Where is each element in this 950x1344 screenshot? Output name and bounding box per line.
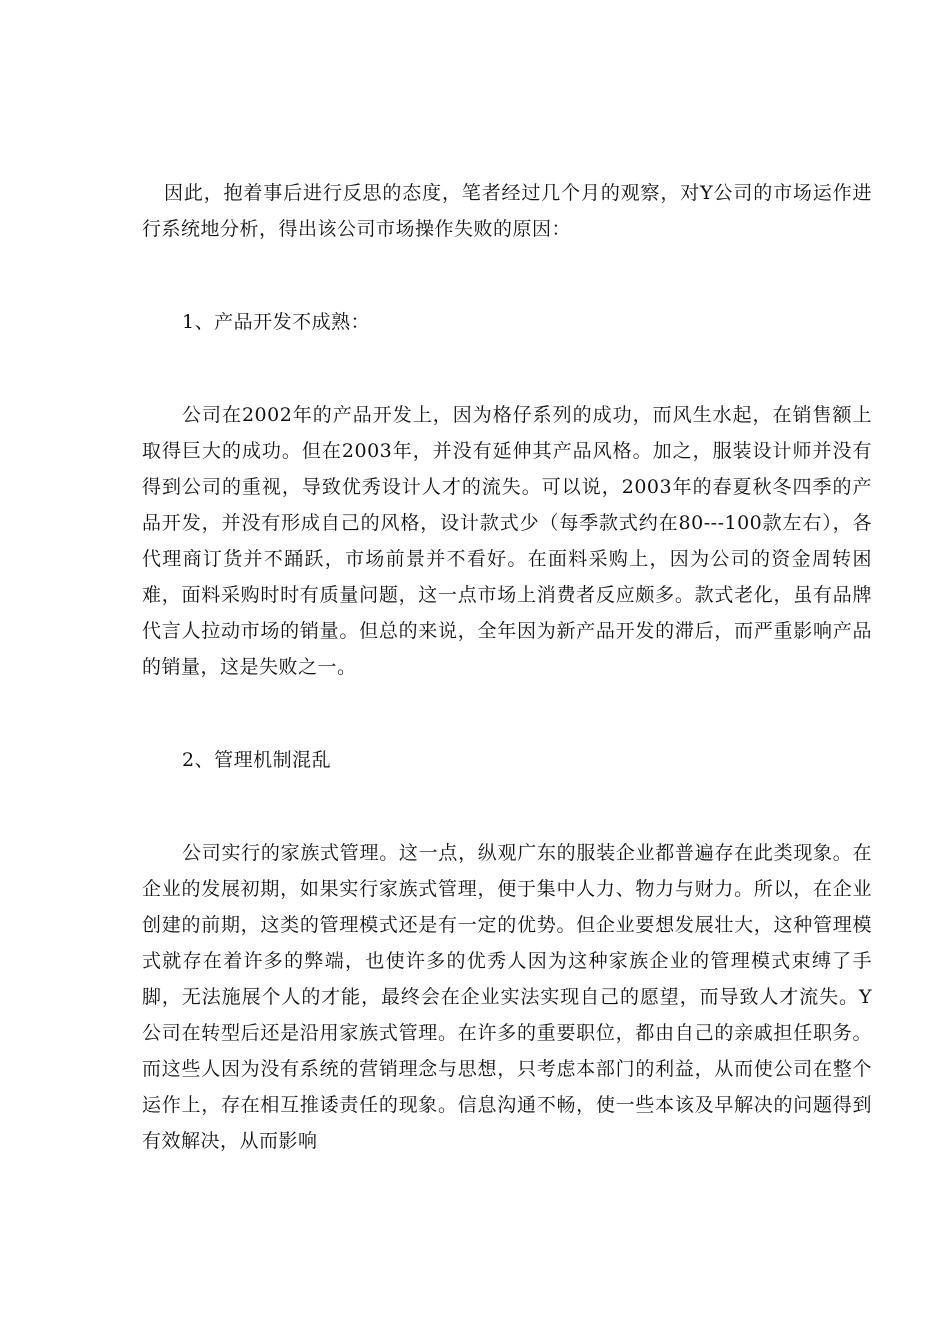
section-heading-product-development: 1、产品开发不成熟： (182, 311, 371, 333)
management-paragraph: 公司实行的家族式管理。这一点，纵观广东的服装企业都普遍存在此类现象。在企业的发展初期，如果实行家族式管理，便于集中人力、物力与财力。所以，在企业创建的前期，这类的管理模式还是有一定的优势。但企业要想发展壮大，这种管理模式就存在着许多的弊端，也使许多的优秀人因为这种家族企业的管理模式束缚了手脚，无法施展个人的才能，最终会在企业实法实现自己的愿望，而导致人才流失。Y公司在转型后还是沿用家族式管理。在许多的重要职位，都由自己的亲戚担任职务。而这些人因为没有系统的营销理念与思想，只考虑本部门的利益，从而使公司在整个运作上，存在相互推诿责任的现象。信息沟通不畅，使一些本该及早解决的问题得到有效解决，从而影响 (142, 842, 872, 1152)
product-development-paragraph: 公司在2002年的产品开发上，因为格仔系列的成功，而风生水起，在销售额上取得巨大的成功。但在2003年，并没有延伸其产品风格。加之，服装设计师并没有得到公司的重视，导致优秀设计人才的流失。可以说，2003年的春夏秋冬四季的产品开发，并没有形成自己的风格，设计款式少（每季款式约在80---100款左右），各代理商订货并不踊跃，市场前景并不看好。在面料采购上，因为公司的资金周转困难，面料采购时时有质量问题，这一点市场上消费者反应颇多。款式老化，虽有品牌代言人拉动市场的销量。但总的来说，全年因为新产品开发的滞后，而严重影响产品的销量，这是失败之一。 (142, 404, 872, 678)
document-body (142, 175, 872, 1159)
intro-paragraph: 因此，抱着事后进行反思的态度，笔者经过几个月的观察，对Y公司的市场运作进行系统地分析，得出该公司市场操作失败的原因： (142, 182, 872, 240)
section-heading-management: 2、管理机制混乱 (182, 749, 332, 771)
paragraph-spacer (142, 685, 872, 742)
paragraph-spacer (142, 778, 872, 835)
paragraph-spacer (142, 247, 872, 304)
paragraph-spacer (142, 340, 872, 397)
